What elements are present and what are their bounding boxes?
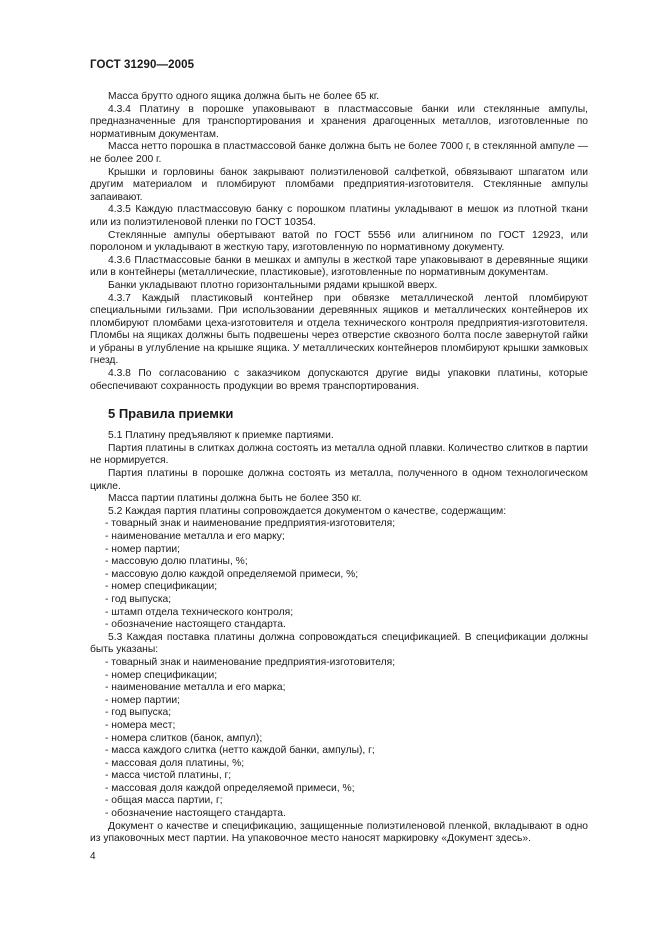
paragraph: Документ о качестве и спецификацию, защищенные полиэтиленовой пленкой, вкладывают в одно из упаковочных мест партии. На упаковочное место наносят маркировку «Документ здесь». xyxy=(90,820,588,845)
page-header: ГОСТ 31290—2005 xyxy=(90,59,195,71)
paragraph: Банки укладывают плотно горизонтальными рядами крышкой вверх. xyxy=(108,279,438,291)
paragraph: Крышки и горловины банок закрывают полиэтиленовой салфеткой, обвязывают шпагатом или другим материалом и пломбируют пломбами предприятия-изготовителя. Стеклянные ампулы запаивают. xyxy=(90,166,588,203)
page-number: 4 xyxy=(90,851,96,862)
list-item: - масса каждого слитка (нетто каждой банки, ампулы), г; xyxy=(105,745,375,757)
paragraph: Партия платины в слитках должна состоять из металла одной плавки. Количество слитков в партии не нормируется. xyxy=(90,442,588,467)
list-item: - товарный знак и наименование предприятия-изготовителя; xyxy=(105,518,396,530)
list-item: - номер спецификации; xyxy=(105,581,218,593)
list-item: - массовая доля каждой определяемой примеси, %; xyxy=(105,782,355,794)
list-item: - масса чистой платины, г; xyxy=(105,770,232,782)
page-body xyxy=(90,91,588,846)
paragraph: Масса партии платины должна быть не более 350 кг. xyxy=(108,493,362,505)
list-item: - штамп отдела технического контроля; xyxy=(105,606,294,618)
list-item: - обозначение настоящего стандарта. xyxy=(105,619,286,631)
list-item: - наименование металла и его марка; xyxy=(105,682,286,694)
paragraph: 4.3.6 Пластмассовые банки в мешках и ампулы в жесткой таре упаковывают в деревянные ящики или в контейнеры (металлические, пластиковые), изготовленные по нормативным документам. xyxy=(90,254,588,279)
list-item: - номер спецификации; xyxy=(105,669,218,681)
list-item: - массовую долю платины, %; xyxy=(105,556,248,568)
list-item: - массовую долю каждой определяемой примеси, %; xyxy=(105,568,359,580)
list-item: - обозначение настоящего стандарта. xyxy=(105,808,286,820)
paragraph: 4.3.4 Платину в порошке упаковывают в пластмассовые банки или стеклянные ампулы, предназначенные для транспортирования и хранения драгоценных металлов, изготовленные по нормативным документам. xyxy=(90,103,588,140)
paragraph: Стеклянные ампулы обертывают ватой по ГОСТ 5556 или алигнином по ГОСТ 12923, или поролоном и укладывают в жесткую тару, изготовленную по нормативному документу. xyxy=(90,229,588,254)
paragraph: Масса нетто порошка в пластмассовой банке должна быть не более 7000 г, в стеклянной ампуле — не более 200 г. xyxy=(90,141,588,165)
paragraph: 5.1 Платину предъявляют к приемке партиями. xyxy=(108,430,334,442)
list-item: - массовая доля платины, %; xyxy=(105,757,245,769)
paragraph: 5.2 Каждая партия платины сопровождается документом о качестве, содержащим: xyxy=(108,505,507,517)
list-item: - номер партии; xyxy=(105,694,180,706)
list-item: - товарный знак и наименование предприятия-изготовителя; xyxy=(105,656,396,668)
list-item: - номер партии; xyxy=(105,543,180,555)
paragraph: Партия платины в порошке должна состоять из металла, полученного в одном технологическом цикле. xyxy=(90,468,588,492)
list-item: - год выпуска; xyxy=(105,707,172,719)
paragraph: 4.3.5 Каждую пластмассовую банку с порошком платины укладывают в мешок из плотной ткани или из полиэтиленовой пленки по ГОСТ 10354. xyxy=(90,204,588,228)
list-item: - номера мест; xyxy=(105,719,176,731)
paragraph: 4.3.7 Каждый пластиковый контейнер при обвязке металлической лентой пломбируют специальными гильзами. При использовании деревянных ящиков и металлических контейнеров их пломбируют пломбами цеха-изготовителя и отдела технического контроля предприятия-изготовителя. Пломбы на ящиках должны быть подвешены через отверстие сквозного болта после завернутой гайки и убраны в углубление на крышке ящика. У металлических контейнеров пломбируют крышки замковых гнезд. xyxy=(90,292,588,367)
list-item: - номера слитков (банок, ампул); xyxy=(105,732,263,744)
list-item: - год выпуска; xyxy=(105,593,172,605)
paragraph: Масса брутто одного ящика должна быть не более 65 кг. xyxy=(108,91,380,102)
section-title: 5 Правила приемки xyxy=(108,406,234,422)
paragraph: 4.3.8 По согласованию с заказчиком допускаются другие виды упаковки платины, которые обеспечивают сохранность продукции во время транспортирования. xyxy=(90,368,588,392)
paragraph: 5.3 Каждая поставка платины должна сопровождаться спецификацией. В спецификации должны быть указаны: xyxy=(90,631,588,656)
list-item: - наименование металла и его марку; xyxy=(105,531,285,542)
list-item: - общая масса партии, г; xyxy=(105,795,223,807)
